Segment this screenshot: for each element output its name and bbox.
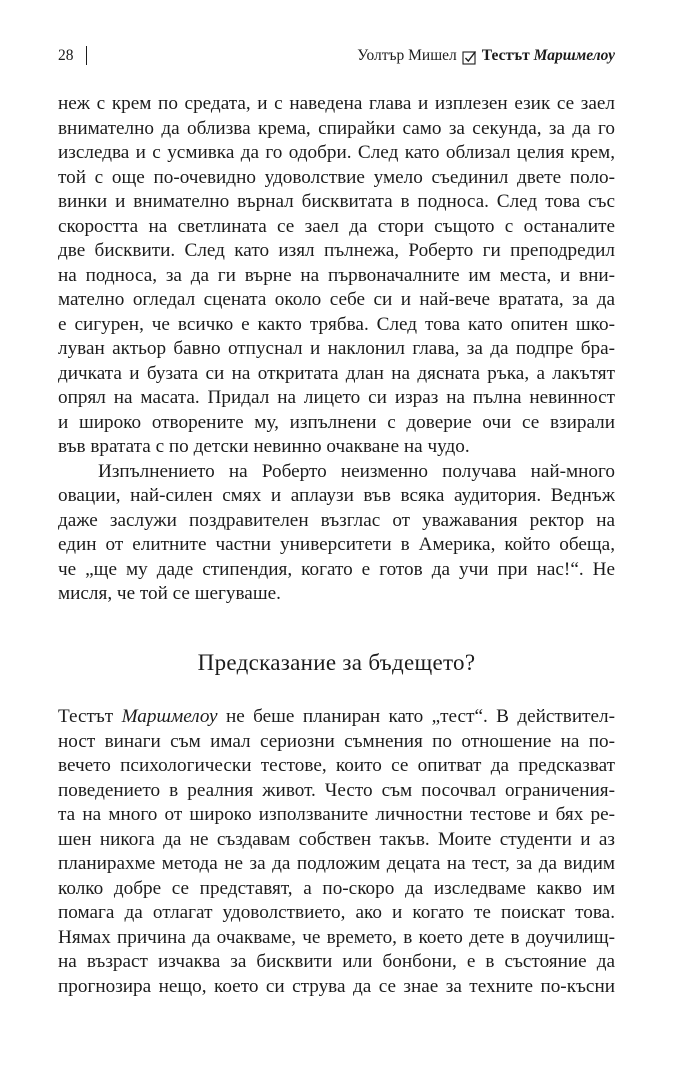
text-line-first <box>58 705 615 730</box>
text-line: вечето психологически тестове, които се опитват да предсказват <box>58 755 615 776</box>
header-book-title <box>482 44 615 68</box>
text-fragment: Тестът <box>58 706 122 727</box>
text-line: две бисквити. След като изял пълнежа, Роберто ги преподредил <box>58 240 615 261</box>
paragraph-test-purpose <box>58 705 615 999</box>
text-line: овации, най-силен смях и аплаузи във всяка аудитория. Веднъж <box>58 485 615 506</box>
body-text-upper <box>58 92 615 607</box>
text-line: и широко отворените му, изпълнени с доверие очи се взирали <box>58 411 615 433</box>
text-line: поведението в реалния живот. Често съм посочвал ограничения- <box>58 779 615 801</box>
checkbox-checked-icon <box>462 50 477 65</box>
text-line: дичката и бузата си на откритата длан на дясната ръка, а лакътят <box>58 362 615 384</box>
paragraph-robert-performance <box>58 92 615 460</box>
text-line: ност винаги съм имал сериозни съмнения по отношение на по- <box>58 730 615 752</box>
text-line: колко добре се представят, а по-скоро да изследваме какво им <box>58 877 615 899</box>
text-line: на подноса, за да ги върне на първоначалните им места, и вни- <box>58 264 615 286</box>
text-line: той с още по-очевидно удоволствие умело съединил двете поло- <box>58 166 615 188</box>
paragraph-audience-reaction <box>58 460 615 607</box>
text-line: опрял на масата. Придал на лицето си израз на пълна невинност <box>58 387 615 408</box>
text-line: един от елитните частни университети в Америка, който обеща, <box>58 534 615 555</box>
text-line: винки и внимателно върнал бисквитата в подноса. След това със <box>58 191 615 212</box>
text-line: помага да отлагат удоволствието, ако и когато те поискат това. <box>58 902 615 923</box>
header-title-italic: Маршмелоу <box>533 47 615 64</box>
italic-book-title: Маршмелоу <box>121 706 218 727</box>
text-line: неж с крем по средата, и с наведена глава и изплезен език се заел <box>58 93 615 114</box>
body-text-lower <box>58 705 615 999</box>
text-line: планирахме метода не за да подложим децата на тест, за да видим <box>58 853 615 874</box>
text-line: мисля, че той се шегуваше. <box>58 583 281 604</box>
text-line: луван актьор бавно отпуснал и наклонил глава, за да подпре бра- <box>58 338 615 359</box>
text-fragment: не беше планиран като „тест“. В действител- <box>217 706 615 727</box>
text-line: Изпълнението на Роберто неизменно получава най-много <box>98 460 615 482</box>
text-line: даже заслужи поздравителен възглас от уважавания ректор на <box>58 509 615 531</box>
text-line: скоростта на светлината се заел да стори същото с останалите <box>58 215 615 237</box>
header-book-info <box>357 44 615 68</box>
text-line: прогнозира нещо, което си струва да се знае за техните по-късни <box>58 975 615 997</box>
text-line: мателно огледал сцената около себе си и най-вече вратата, за да <box>58 289 615 310</box>
text-line: та на много от широко използваните личностни тестове и бях ре- <box>58 804 615 825</box>
text-line: във вратата с по детски невинно очакване на чудо. <box>58 436 470 457</box>
text-line: е сигурен, че всичко е както трябва. След това като опитен шко- <box>58 313 615 335</box>
text-line: на възраст изчаква за бисквити или бонбони, е в състояние да <box>58 951 615 972</box>
text-line: изследва и с усмивка да го одобри. След като облизал целия крем, <box>58 142 615 163</box>
header-author: Уолтър Мишел <box>357 47 457 64</box>
text-line: внимателно да облизва крема, спирайки само за секунда, за да го <box>58 117 615 139</box>
header-title-prefix: Тестът <box>481 47 534 64</box>
text-line: Нямах причина да очакваме, че времето, в което дете в доучилищ- <box>58 926 615 948</box>
page-number: 28 <box>58 47 74 64</box>
running-header <box>58 44 615 68</box>
section-heading: Предсказание за бъдещето? <box>197 650 476 675</box>
page-number-divider <box>86 46 87 65</box>
text-line: че „ще му даде стипендия, когато е готов да учи при нас!“. Не <box>58 558 615 580</box>
text-line: шен никога да не създавам собствен такъв. Моите студенти и аз <box>58 828 615 850</box>
